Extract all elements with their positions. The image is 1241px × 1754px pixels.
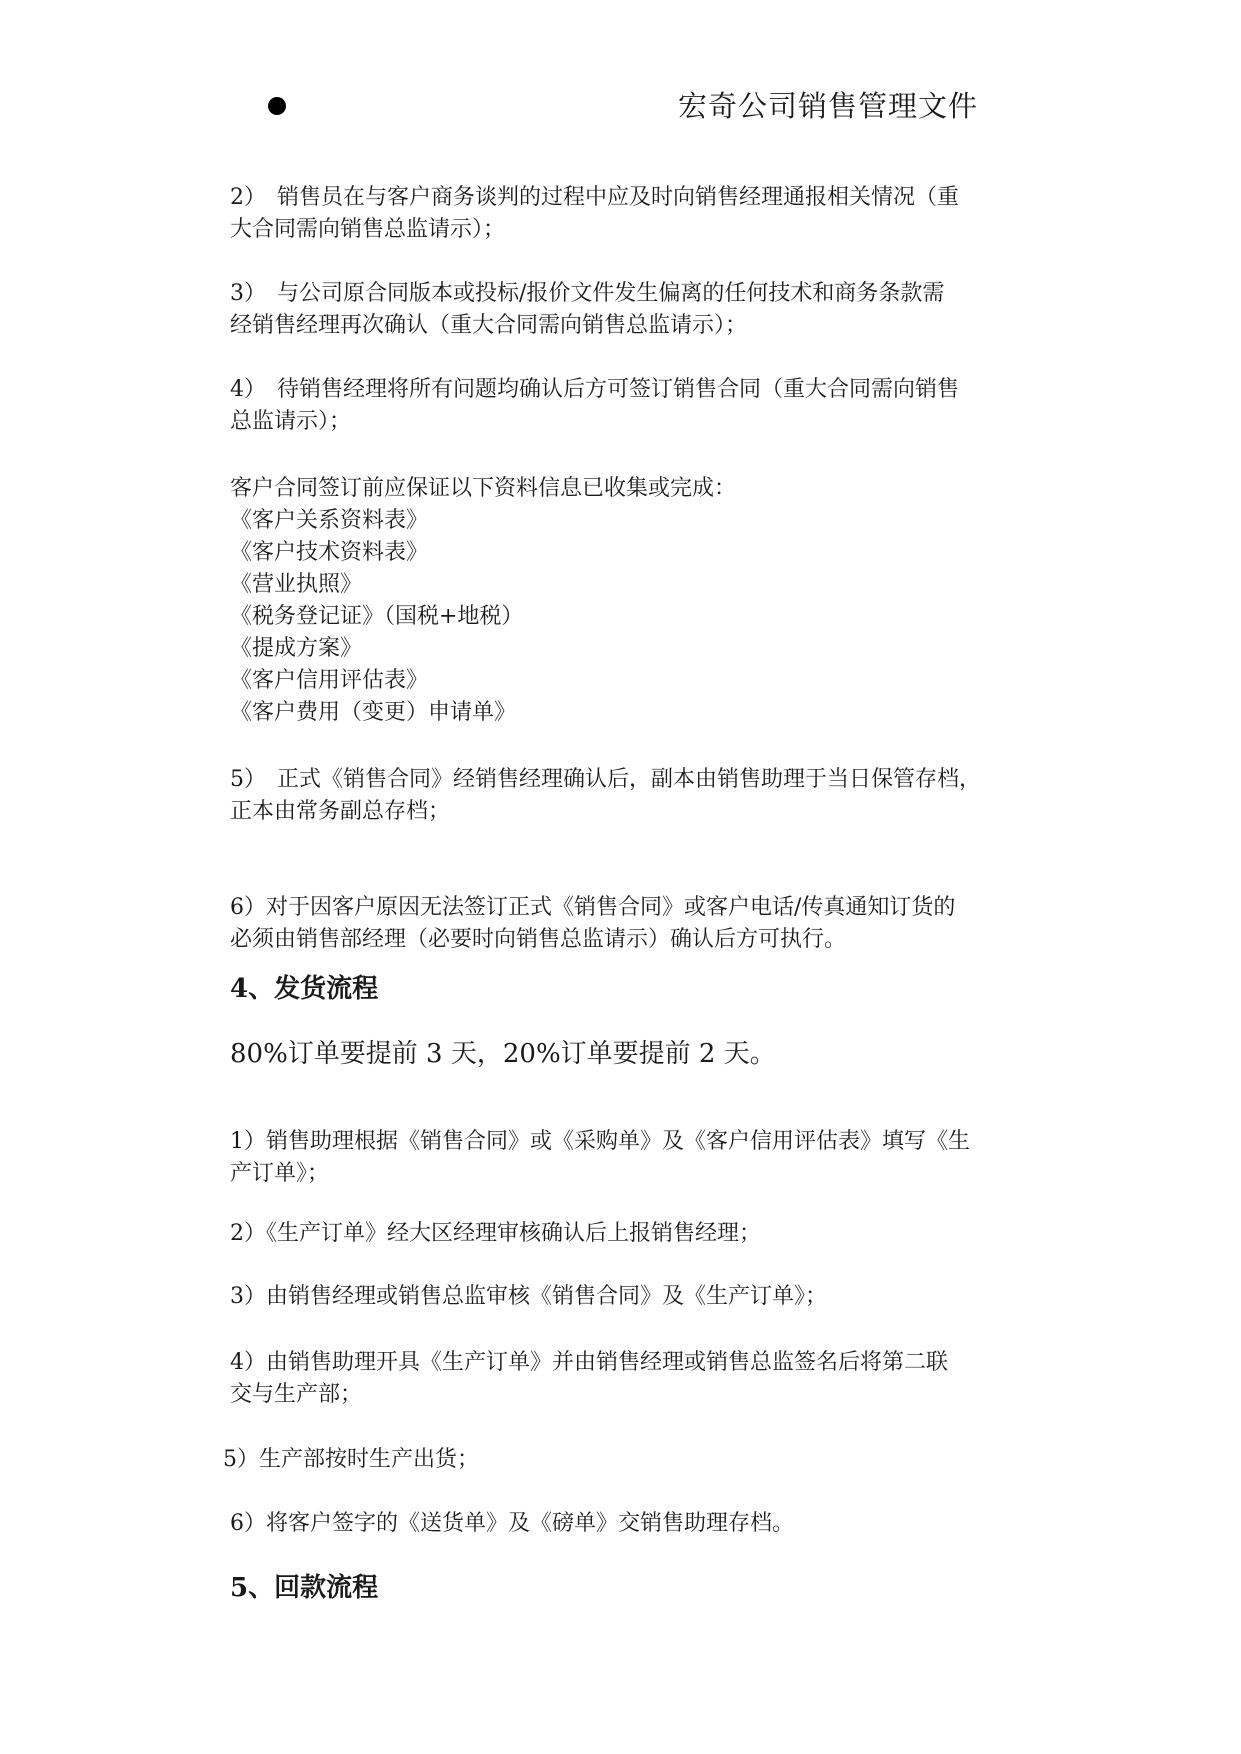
checklist-item: 《营业执照》: [230, 572, 363, 597]
paragraph-item-3: [230, 278, 1060, 342]
shipping-step-1: [230, 1126, 1060, 1190]
checklist-item: 《客户技术资料表》: [230, 540, 429, 565]
paragraph-item-5: [230, 764, 1060, 828]
paragraph-line: 4）由销售助理开具《生产订单》并由销售经理或销售总监签名后将第二联: [230, 1350, 948, 1375]
paragraph-line: 2）《生产订单》经大区经理审核确认后上报销售经理；: [230, 1221, 761, 1246]
paragraph-line: 3） 与公司原合同版本或投标/报价文件发生偏离的任何技术和商务条款需: [230, 281, 945, 306]
paragraph-line: 5） 正式《销售合同》经销售经理确认后，副本由销售助理于当日保管存档，: [230, 767, 981, 792]
paragraph-line: 2） 销售员在与客户商务谈判的过程中应及时向销售经理通报相关情况（重: [230, 185, 959, 210]
checklist-item: 《税务登记证》（国税+地税）: [230, 604, 524, 629]
checklist-item: 《客户费用（变更）申请单》: [230, 700, 517, 725]
shipping-step-5: [223, 1444, 1053, 1476]
paragraph-line: 5）生产部按时生产出货；: [223, 1447, 479, 1472]
paragraph-line: 产订单》；: [230, 1161, 330, 1186]
paragraph-item-2: [230, 182, 1060, 246]
paragraph-line: 4） 待销售经理将所有问题均确认后方可签订销售合同（重大合同需向销售: [230, 377, 959, 402]
checklist-intro: 客户合同签订前应保证以下资料信息已收集或完成：: [230, 476, 737, 501]
document-header-title: 宏奇公司销售管理文件: [678, 89, 979, 123]
checklist-item: 《提成方案》: [230, 636, 363, 661]
header-bullet-icon: [268, 97, 286, 115]
checklist-item: 《客户信用评估表》: [230, 668, 429, 693]
paragraph-line: 6）对于因客户原因无法签订正式《销售合同》或客户电话/传真通知订货的: [230, 895, 956, 920]
checklist-item: 《客户关系资料表》: [230, 508, 429, 533]
paragraph-line: 6）将客户签字的《送货单》及《磅单》交销售助理存档。: [230, 1511, 794, 1536]
shipping-step-4: [230, 1347, 1060, 1411]
shipping-step-2: [230, 1218, 1060, 1250]
paragraph-line: 正本由常务副总存档；: [230, 799, 451, 824]
shipping-step-3: [230, 1281, 1060, 1313]
shipping-step-6: [230, 1508, 1060, 1540]
paragraph-line: 必须由销售部经理（必要时向销售总监请示）确认后方可执行。: [230, 927, 847, 952]
paragraph-line: 大合同需向销售总监请示）；: [230, 217, 506, 242]
paragraph-item-6: [230, 892, 1060, 956]
checklist: [230, 473, 1060, 729]
paragraph-item-4: [230, 374, 1060, 438]
paragraph-line: 1）销售助理根据《销售合同》或《采购单》及《客户信用评估表》填写《生: [230, 1129, 970, 1154]
shipping-lead-time-note: 80%订单要提前 3 天，20%订单要提前 2 天。: [230, 1039, 776, 1069]
paragraph-line: 3）由销售经理或销售总监审核《销售合同》及《生产订单》；: [230, 1284, 827, 1309]
paragraph-line: 经销售经理再次确认（重大合同需向销售总监请示）；: [230, 313, 748, 338]
paragraph-line: 总监请示）；: [230, 409, 352, 434]
paragraph-line: 交与生产部；: [230, 1382, 363, 1407]
section-heading-shipping: 4、发货流程: [230, 974, 379, 1004]
section-heading-payment: 5、回款流程: [230, 1573, 379, 1603]
